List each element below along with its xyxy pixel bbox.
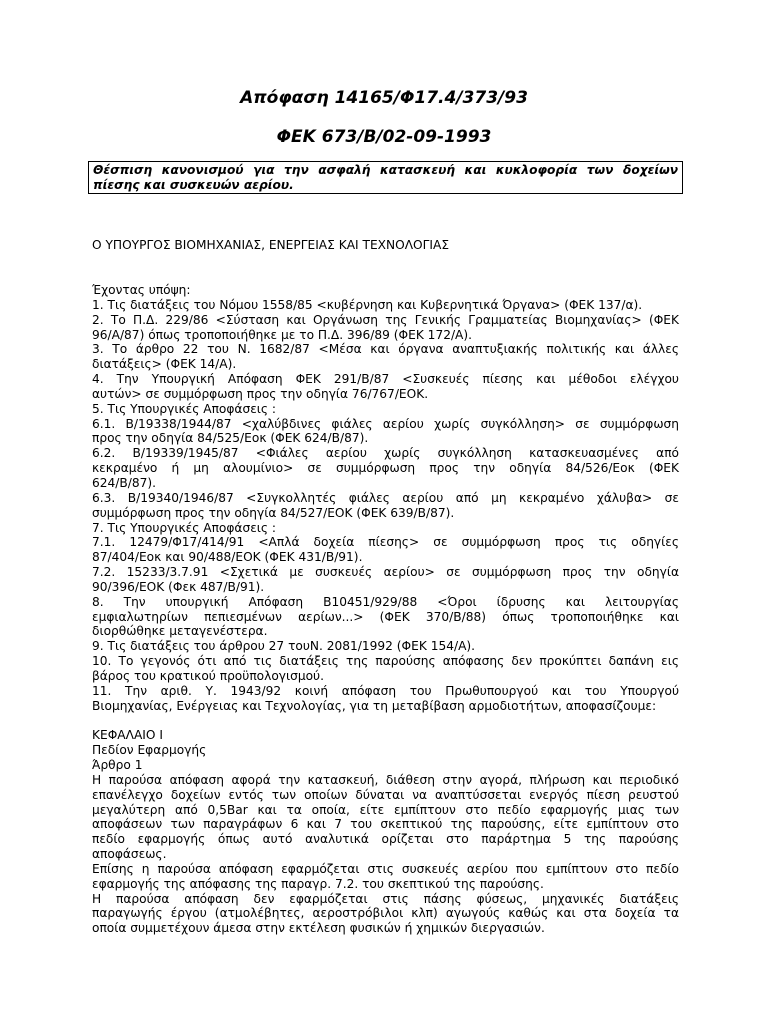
section-heading: Πεδίον Εφαρμογής: [92, 743, 207, 758]
body-line: οποία συμμετέχουν άμεσα στην εκτέλεση φυσικών ή χημικών διεργασιών.: [92, 921, 545, 936]
body-line: 9. Τις διατάξεις του άρθρου 27 τουΝ. 2081/1992 (ΦΕΚ 154/Α).: [92, 639, 476, 654]
body-line: Βιομηχανίας, Ενέργειας και Τεχνολογίας, για τη μεταβίβαση αρμοδιοτήτων, αποφασίζουμε:: [92, 698, 657, 713]
body-line: βάρος του κρατικού προϋπολογισμού.: [92, 668, 324, 683]
body-line: προς την οδηγία 84/525/Εοκ (ΦΕΚ 624/Β/87).: [92, 431, 369, 446]
minister-heading: Ο ΥΠΟΥΡΓΟΣ ΒΙΟΜΗΧΑΝΙΑΣ, ΕΝΕΡΓΕΙΑΣ ΚΑΙ ΤΕΧΝΟΛΟΓΙΑΣ: [92, 238, 450, 252]
body-line: διατάξεις> (ΦΕΚ 14/Α).: [92, 357, 237, 372]
decision-title: Απόφαση 14165/Φ17.4/373/93: [240, 88, 528, 108]
body-line: εφαρμογής της απόφασης της παραγρ. 7.2. του σκεπτικού της παρούσης.: [92, 876, 544, 891]
body-line: συμμόρφωση προς την οδηγία 84/527/ΕΟΚ (ΦΕΚ 639/Β/87).: [92, 505, 455, 520]
body-line: 7. Τις Υπουργικές Αποφάσεις :: [92, 520, 277, 535]
body-line: Η παρούσα απόφαση αφορά την κατασκευή, διάθεση στην αγορά, πλήρωση και περιοδικό: [92, 772, 679, 787]
body-line: 6.1. Β/19338/1944/87 <χαλύβδινες φιάλες αερίου χωρίς συγκόλληση> σε συμμόρφωση: [92, 416, 679, 431]
body-line: παραγωγής έργου (ατμολέβητες, αεροστρόβιλοι κλπ) αγωγούς καθώς και στα δοχεία τα: [92, 906, 679, 921]
body-line: 5. Τις Υπουργικές Αποφάσεις :: [92, 401, 277, 416]
body-line: 6.3. Β/19340/1946/87 <Συγκολλητές φιάλες αερίου από μη κεκραμένο χάλυβα> σε: [92, 490, 679, 505]
body-line: Η παρούσα απόφαση δεν εφαρμόζεται στις πάσης φύσεως, μηχανικές διατάξεις: [92, 891, 679, 906]
subject-line: Θέσπιση κανονισμού για την ασφαλή κατασκευή και κυκλοφορία των δοχείων: [93, 163, 678, 177]
body-line: 10. Το γεγονός ότι από τις διατάξεις της παρούσης απόφασης δεν προκύπτει δαπάνη εις: [92, 654, 679, 669]
body-line: εμφιαλωτηρίων πεπιεσμένων αερίων...> (ΦΕΚ 370/Β/88) όπως τροποποιήθηκε και: [92, 609, 679, 624]
body-line: 96/Α/87) όπως τροποποιήθηκε με το Π.Δ. 396/89 (ΦΕΚ 172/Α).: [92, 327, 473, 342]
body-line: επανέλεγχο δοχείων εντός των οποίων δύναται να αναπτύσσεται ενεργός πίεση ρευστού: [92, 787, 679, 802]
body-line: 90/396/ΕΟΚ (Φεκ 487/Β/91).: [92, 579, 265, 594]
body-line: 3. Το άρθρο 22 του Ν. 1682/87 <Μέσα και όργανα αναπτυξιακής πολιτικής και άλλες: [92, 342, 679, 357]
body-line: αποφάσεων των παραγράφων 6 και 7 του σκεπτικού της παρούσης, είτε εμπίπτουν στο: [92, 817, 679, 832]
body-line: 11. Την αριθ. Υ. 1943/92 κοινή απόφαση του Πρωθυπουργού και του Υπουργού: [92, 683, 679, 698]
body-line: 87/404/Εοκ και 90/488/ΕΟΚ (ΦΕΚ 431/Β/91).: [92, 550, 363, 565]
body-line: 2. Το Π.Δ. 229/86 <Σύσταση και Οργάνωση της Γενικής Γραμματείας Βιομηχανίας> (ΦΕΚ: [92, 312, 679, 327]
body-line: αποφάσεως.: [92, 847, 167, 862]
article-heading: Άρθρο 1: [92, 758, 143, 772]
body-line: διορθώθηκε μεταγενέστερα.: [92, 624, 268, 639]
subject-box: [88, 161, 683, 194]
body-line: κεκραμένο ή μη αλουμίνιο> σε συμμόρφωση προς την οδηγία 84/526/Εοκ (ΦΕΚ: [92, 461, 679, 476]
body-line: Έχοντας υπόψη:: [92, 283, 191, 297]
document-body: [92, 283, 679, 936]
blank-line: [92, 713, 679, 728]
chapter-heading: ΚΕΦΑΛΑΙΟ Ι: [92, 728, 163, 743]
body-line: 8. Την υπουργική Απόφαση Β10451/929/88 <Όροι ίδρυσης και λειτουργίας: [92, 594, 679, 609]
body-line: 624/Β/87).: [92, 475, 156, 490]
body-line: μεγαλύτερη από 0,5Bar και τα οποία, είτε εμπίπτουν στο πεδίο εφαρμογής μιας των: [92, 802, 679, 817]
body-line: 6.2. Β/19339/1945/87 <Φιάλες αερίου χωρίς συγκόλληση κατασκευασμένες από: [92, 446, 679, 461]
body-line: 1. Τις διατάξεις του Νόμου 1558/85 <κυβέρνηση και Κυβερνητικά Όργανα> (ΦΕΚ 137/α).: [92, 297, 643, 312]
body-line: αυτών> σε συμμόρφωση προς την οδηγία 76/767/ΕΟΚ.: [92, 386, 429, 401]
gazette-title: ΦΕΚ 673/Β/02-09-1993: [276, 127, 492, 147]
subject-line: πίεσης και συσκευών αερίου.: [93, 177, 294, 192]
body-line: Επίσης η παρούσα απόφαση εφαρμόζεται στις συσκευές αερίου που εμπίπτουν στο πεδίο: [92, 861, 679, 876]
body-line: πεδίο εφαρμογής όπως αυτό αναλυτικά ορίζεται στο παράρτημα 5 της παρούσης: [92, 832, 679, 847]
body-line: 7.2. 15233/3.7.91 <Σχετικά με συσκευές αερίου> σε συμμόρφωση προς την οδηγία: [92, 565, 679, 580]
body-line: 4. Την Υπουργική Απόφαση ΦΕΚ 291/Β/87 <Συσκευές πίεσης και μέθοδοι ελέγχου: [92, 372, 679, 387]
body-line: 7.1. 12479/Φ17/414/91 <Απλά δοχεία πίεσης> σε συμμόρφωση προς τις οδηγίες: [92, 535, 679, 550]
